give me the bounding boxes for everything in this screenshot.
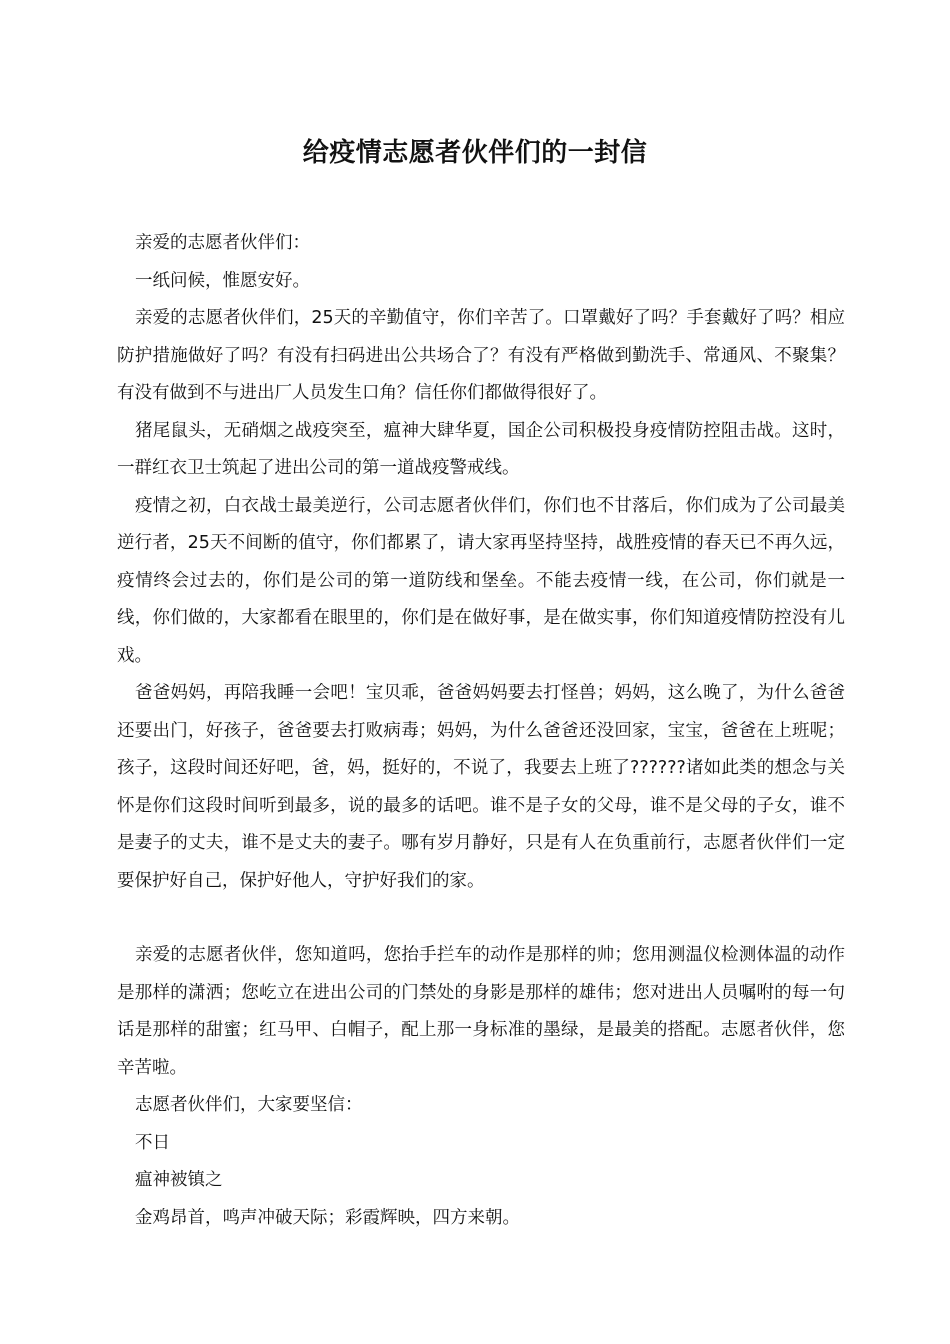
closing-line: 瘟神被镇之 xyxy=(135,1170,223,1190)
body-paragraph: 亲爱的志愿者伙伴们，25天的辛勤值守，你们辛苦了。口罩戴好了吗？手套戴好了吗？相应防护措施做好了吗？有没有扫码进出公共场合了？有没有严格做到勤洗手、常通风、不聚集？有没有做到不与进出厂人员发生口角？信任你们都做得很好了。 xyxy=(117,308,845,403)
document-title: 给疫情志愿者伙伴们的一封信 xyxy=(302,138,648,168)
closing-line: 不日 xyxy=(135,1132,170,1153)
body-paragraph: 猪尾鼠头，无硝烟之战疫突至，瘟神大肆华夏，国企公司积极投身疫情防控阻击战。这时，一群红衣卫士筑起了进出公司的第一道战疫警戒线。 xyxy=(117,420,845,478)
body-paragraph: 疫情之初，白衣战士最美逆行，公司志愿者伙伴们，你们也不甘落后，你们成为了公司最美逆行者，25天不间断的值守，你们都累了，请大家再坚持坚持，战胜疫情的春天已不再久远，疫情终会过去的，你们是公司的第一道防线和堡垒。不能去疫情一线，在公司，你们就是一线，你们做的，大家都看在眼里的，你们是在做好事，是在做实事，你们知道疫情防控没有儿戏。 xyxy=(117,495,845,666)
salutation-paragraph: 亲爱的志愿者伙伴们： xyxy=(135,233,310,253)
body-paragraph: 亲爱的志愿者伙伴，您知道吗，您抬手拦车的动作是那样的帅；您用测温仪检测体温的动作是那样的潇洒；您屹立在进出公司的门禁处的身影是那样的雄伟；您对进出人员嘱咐的每一句话是那样的甜蜜；红马甲、白帽子，配上那一身标准的墨绿，是最美的搭配。志愿者伙伴，您辛苦啦。 xyxy=(117,945,845,1078)
closing-paragraph: 志愿者伙伴们，大家要坚信： xyxy=(135,1095,363,1115)
greeting-paragraph: 一纸问候，惟愿安好。 xyxy=(135,270,310,291)
document-body xyxy=(117,225,845,1237)
closing-line: 金鸡昂首，鸣声冲破天际；彩霞辉映，四方来朝。 xyxy=(135,1207,520,1228)
body-paragraph: 爸爸妈妈，再陪我睡一会吧！宝贝乖，爸爸妈妈要去打怪兽；妈妈，这么晚了，为什么爸爸还要出门，好孩子，爸爸要去打败病毒；妈妈，为什么爸爸还没回家，宝宝，爸爸在上班呢；孩子，这段时间还好吧，爸，妈，挺好的，不说了，我要去上班了??????诸如此类的想念与关怀是你们这段时间听到最多，说的最多的话吧。谁不是子女的父母，谁不是父母的子女，谁不是妻子的丈夫，谁不是丈夫的妻子。哪有岁月静好，只是有人在负重前行，志愿者伙伴们一定要保护好自己，保护好他人，守护好我们的家。 xyxy=(117,683,845,891)
